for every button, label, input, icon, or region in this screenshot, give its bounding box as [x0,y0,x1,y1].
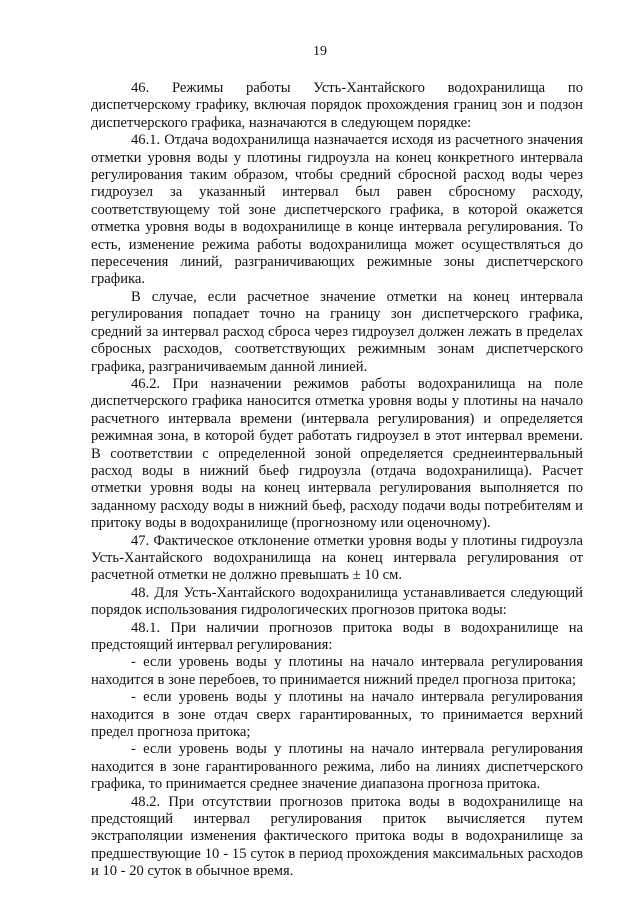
paragraph-47: 47. Фактическое отклонение отметки уровня воды у плотины гидроузла Усть-Хантайского водохранилища на конец интервала регулирования от расчетной отметки не должно превышать ± 10 см. [91,532,583,584]
paragraph-48-1: 48.1. При наличии прогнозов притока воды в водохранилище на предстоящий интервал регулирования: [91,619,583,653]
list-item-excess-zone: - если уровень воды у плотины на начало интервала регулирования находится в зоне отдач сверх гарантированных, то принимается верхний предел прогноза притока; [91,689,583,741]
paragraph-46-1: 46.1. Отдача водохранилища назначается исходя из расчетного значения отметки уровня воды у плотины гидроузла на конец конкретного интервала регулирования таким образом, чтобы средний сбросной расход воды через гидроузел за указанный интервал был равен сбросному расходу, соответствующему той зоне диспетчерского графика, в которой окажется отметка уровня воды в водохранилище в конце интервала регулирования. То есть, изменение режима работы водохранилища может осуществляться до пересечения линий, разграничивающих режимные зоны диспетчерского графика. [91,132,583,288]
list-item-guaranteed-zone: - если уровень воды у плотины на начало интервала регулирования находится в зоне гарантированного режима, либо на линиях диспетчерского графика, то принимается среднее значение диапазона прогноза притока. [91,741,583,793]
paragraph-46-2: 46.2. При назначении режимов работы водохранилища на поле диспетчерского графика наносится отметка уровня воды у плотины на начало расчетного интервала времени (интервала регулирования) и определяется режимная зона, в которой будет работать гидроузел в этот интервал времени. В соответствии с определенной зоной определяется среднеинтервальный расход воды в нижний бьеф гидроузла (отдача водохранилища). Расчет отметки уровня воды на конец интервала регулирования выполняется по заданному расходу воды в нижний бьеф, расходу подачи воды потребителям и притоку воды в водохранилище (прогнозному или оценочному). [91,375,583,532]
paragraph-48-2: 48.2. При отсутствии прогнозов притока воды в водохранилище на предстоящий интервал регулирования приток вычисляется путем экстраполяции изменения фактического притока воды в водохранилище за предшествующие 10 - 15 суток в период прохождения максимальных расходов и 10 - 20 суток в обычное время. [91,793,583,880]
paragraph-46: 46. Режимы работы Усть-Хантайского водохранилища по диспетчерскому графику, включая порядок прохождения границ зон и подзон диспетчерского графика, назначаются в следующем порядке: [91,80,583,131]
paragraph-48: 48. Для Усть-Хантайского водохранилища устанавливается следующий порядок использования гидрологических прогнозов притока воды: [91,584,583,619]
paragraph-46-1-boundary: В случае, если расчетное значение отметки на конец интервала регулирования попадает точно на границу зон диспетчерского графика, средний за интервал расход сброса через гидроузел должен лежать в пределах сбросных расходов, соответствующих режимным зонам диспетчерского графика, разграничиваемым данной линией. [91,288,583,375]
document-body [91,80,583,881]
list-item-shortage-zone: - если уровень воды у плотины на начало интервала регулирования находится в зоне перебоев, то принимается нижний предел прогноза притока; [91,654,583,688]
page-number: 19 [313,44,327,59]
